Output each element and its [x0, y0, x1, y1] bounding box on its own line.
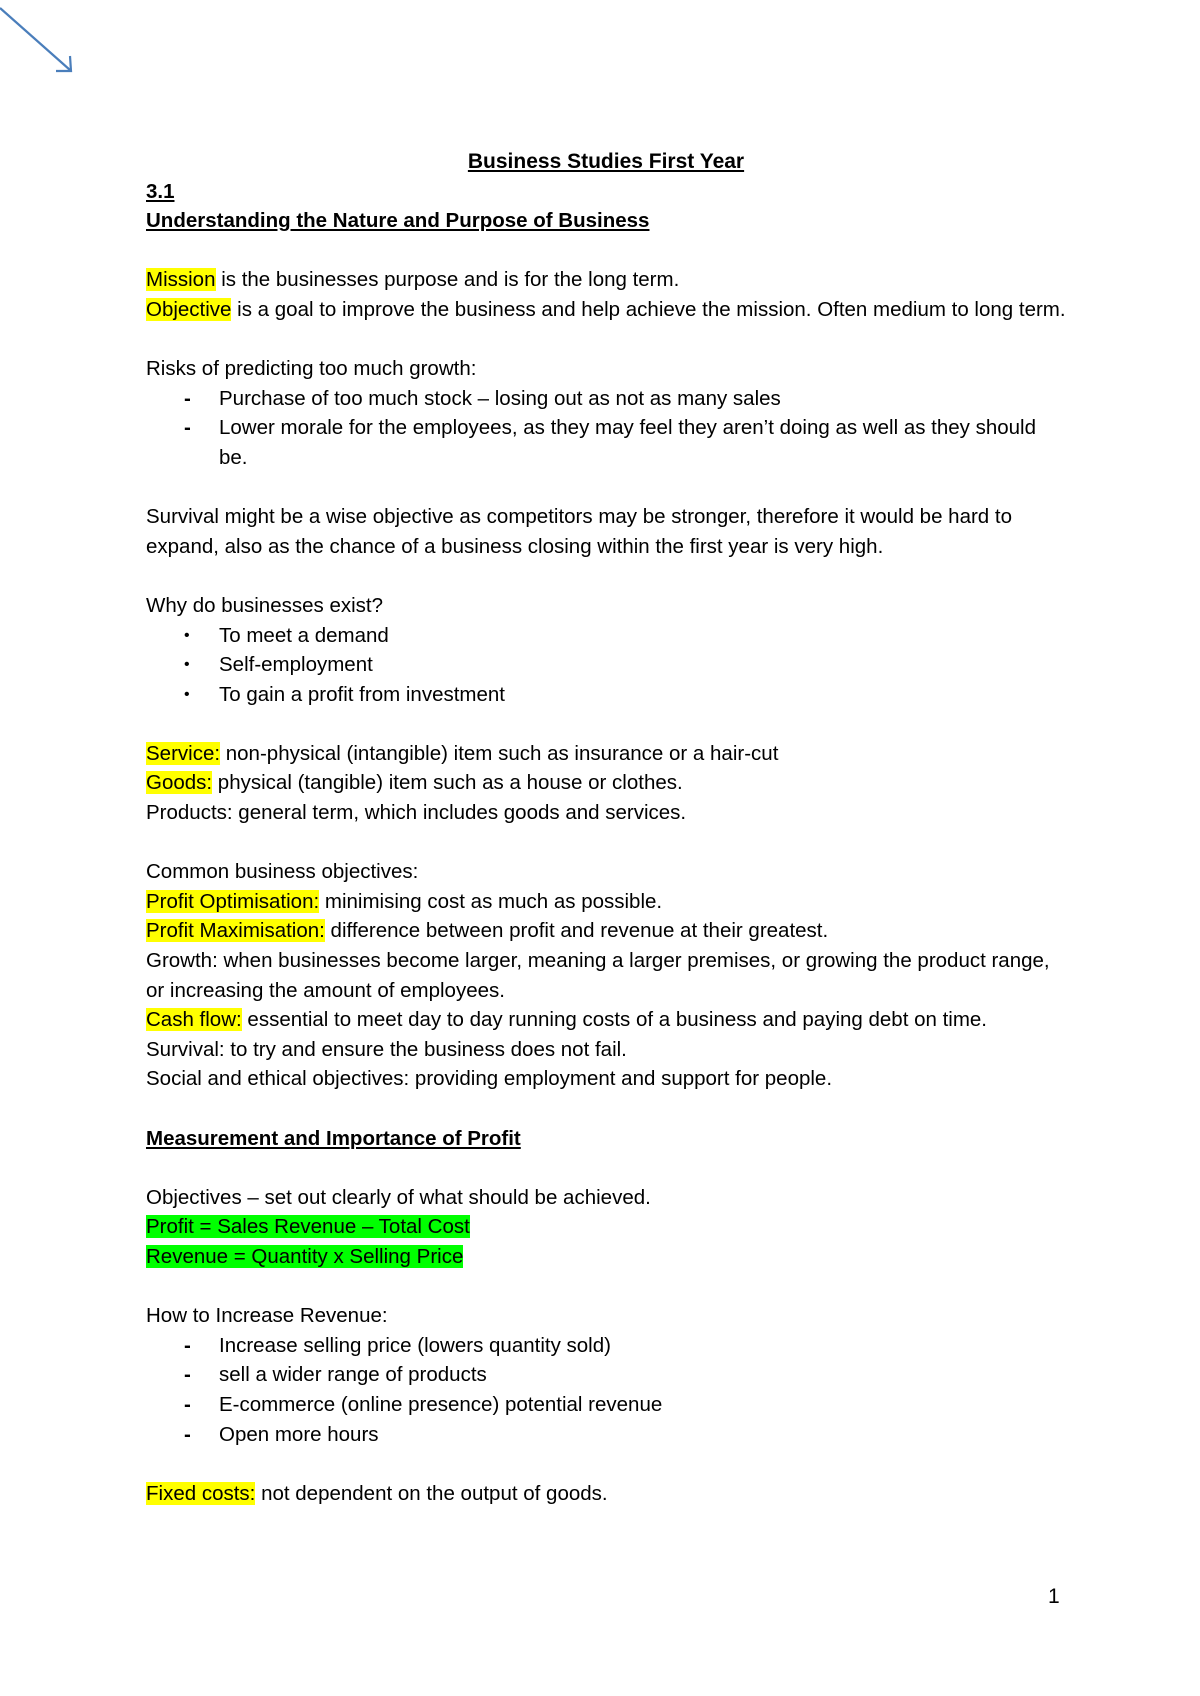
document-body [146, 147, 1066, 1508]
list-item: - Lower morale for the employees, as they may feel they aren’t doing as well as they should be. [184, 416, 1037, 469]
list-item: • Self-employment [184, 653, 373, 677]
list-item: - Open more hours [184, 1422, 379, 1446]
goods-definition: Goods: physical (tangible) item such as a house or clothes. [146, 771, 683, 795]
profit-optimisation: Profit Optimisation: minimising cost as much as possible. [146, 889, 663, 913]
objective-term: Objective [146, 297, 232, 321]
survival-objective: Survival: to try and ensure the business does not fail. [146, 1037, 627, 1061]
arrow-icon [0, 0, 90, 90]
section-number: 3.1 [146, 179, 175, 203]
fixed-costs-definition: Fixed costs: not dependent on the output of goods. [146, 1481, 608, 1505]
list-item: - sell a wider range of products [184, 1363, 487, 1387]
service-definition: Service: non-physical (intangible) item such as insurance or a hair-cut [146, 741, 779, 765]
document-title: Business Studies First Year [467, 150, 745, 173]
list-item: • To gain a profit from investment [184, 682, 505, 706]
social-objective: Social and ethical objectives: providing employment and support for people. [146, 1067, 833, 1091]
section-title: Understanding the Nature and Purpose of Business [146, 209, 650, 233]
objectives-heading: Common business objectives: [146, 860, 419, 884]
why-exist-list [146, 621, 1066, 710]
goods-term: Goods: [146, 771, 213, 795]
profit-section-heading: Measurement and Importance of Profit [146, 1126, 521, 1150]
mission-term: Mission [146, 268, 216, 292]
increase-revenue-list [146, 1331, 1066, 1449]
list-item: - Purchase of too much stock – losing out as not as many sales [184, 386, 781, 410]
objectives-line: Objectives – set out clearly of what should be achieved. [146, 1185, 651, 1209]
growth-objective: Growth: when businesses become larger, meaning a larger premises, or growing the product range, or increasing the amount of employees. [146, 949, 1050, 1002]
mission-definition: Mission is the businesses purpose and is for the long term. [146, 268, 680, 292]
why-exist-heading: Why do businesses exist? [146, 593, 384, 617]
fixed-costs-term: Fixed costs: [146, 1481, 256, 1505]
survival-paragraph: Survival might be a wise objective as competitors may be stronger, therefore it would be hard to expand, also as the chance of a business closing within the first year is very high. [146, 505, 1012, 558]
list-item: - Increase selling price (lowers quantity sold) [184, 1333, 611, 1357]
page-number: 1 [1048, 1585, 1060, 1608]
revenue-formula: Revenue = Quantity x Selling Price [146, 1244, 464, 1268]
products-definition: Products: general term, which includes goods and services. [146, 801, 687, 825]
service-term: Service: [146, 741, 221, 765]
profit-formula: Profit = Sales Revenue – Total Cost [146, 1215, 470, 1239]
objective-definition: Objective is a goal to improve the business and help achieve the mission. Often medium to long term. [146, 297, 1066, 321]
list-item: • To meet a demand [184, 623, 389, 647]
cash-flow-objective: Cash flow: essential to meet day to day running costs of a business and paying debt on time. [146, 1008, 988, 1032]
risks-heading: Risks of predicting too much growth: [146, 357, 477, 381]
increase-revenue-heading: How to Increase Revenue: [146, 1304, 388, 1328]
risks-list [146, 384, 1066, 473]
list-item: - E-commerce (online presence) potential revenue [184, 1392, 663, 1416]
profit-maximisation: Profit Maximisation: difference between profit and revenue at their greatest. [146, 919, 829, 943]
